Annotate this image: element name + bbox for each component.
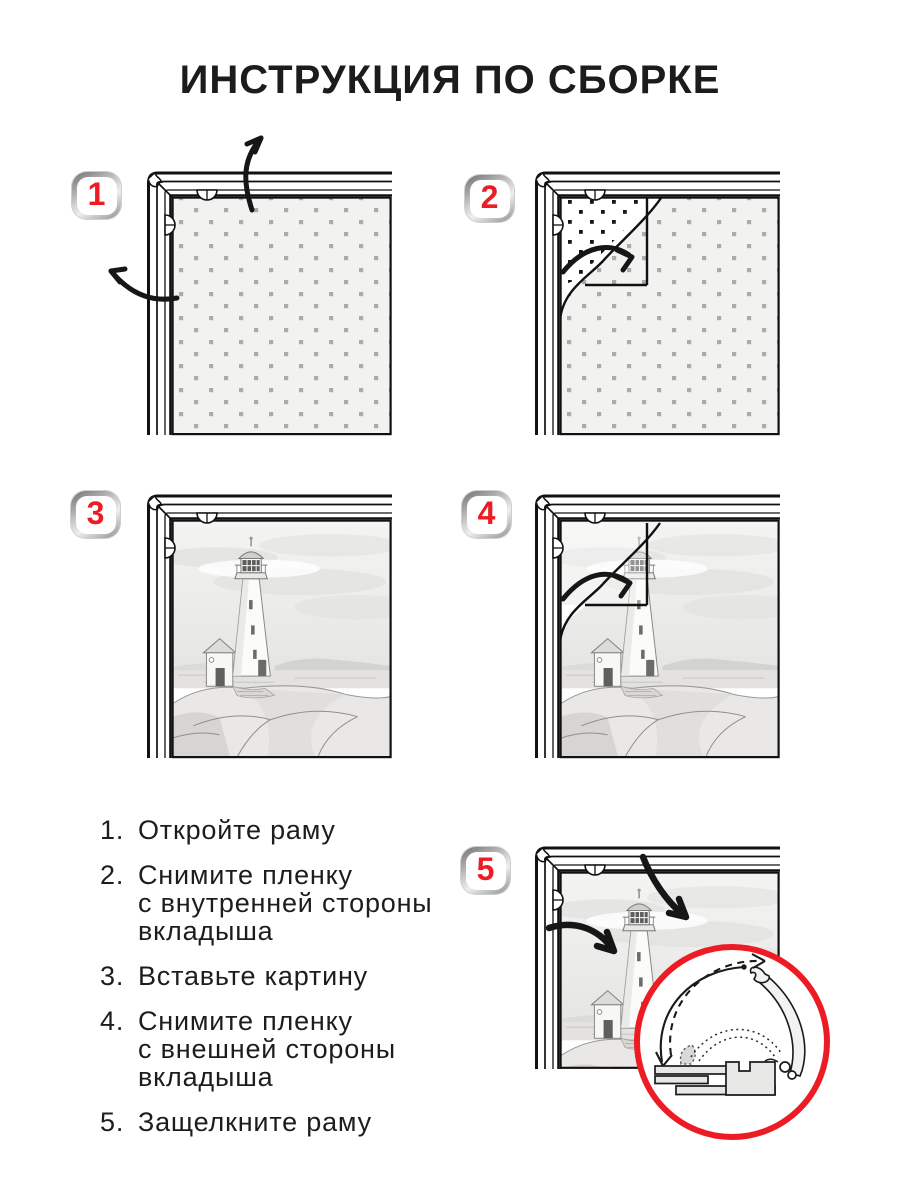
step-1-number: 1 — [77, 177, 117, 215]
step-5-illustration — [450, 818, 850, 1158]
step-2-number: 2 — [470, 180, 510, 218]
step-2-illustration — [455, 138, 790, 448]
step-4-illustration — [455, 460, 790, 760]
frame-corner — [533, 493, 790, 759]
step-4-number: 4 — [467, 496, 507, 534]
protective-film-panel — [173, 198, 391, 434]
list-item: 4. Снимите пленку с внешней стороны вкладыша — [100, 1006, 396, 1092]
frame-corner — [533, 170, 780, 435]
step-3-illustration — [85, 460, 397, 760]
frame-corner — [145, 170, 392, 435]
item-number: 1. — [100, 815, 125, 845]
item-number: 4. — [100, 1006, 125, 1036]
instruction-list — [100, 816, 480, 1153]
list-item: 2. Снимите пленку с внутренней стороны вкладыша — [100, 860, 433, 946]
frame-corner — [145, 493, 397, 759]
item-number: 3. — [100, 961, 125, 991]
lighthouse-picture — [160, 521, 397, 759]
frame-profile-detail-circle — [637, 947, 827, 1137]
step-1-illustration — [85, 118, 397, 448]
list-item: 3. Вставьте картину — [100, 961, 368, 991]
step-5-number: 5 — [466, 852, 506, 890]
item-number: 5. — [100, 1107, 125, 1137]
item-number: 2. — [100, 860, 125, 890]
list-item: 5. Защелкните раму — [100, 1107, 372, 1137]
step-3-number: 3 — [76, 496, 116, 534]
list-item: 1. Откройте раму — [100, 815, 336, 845]
page-title: ИНСТРУКЦИЯ ПО СБОРКЕ — [179, 58, 721, 102]
